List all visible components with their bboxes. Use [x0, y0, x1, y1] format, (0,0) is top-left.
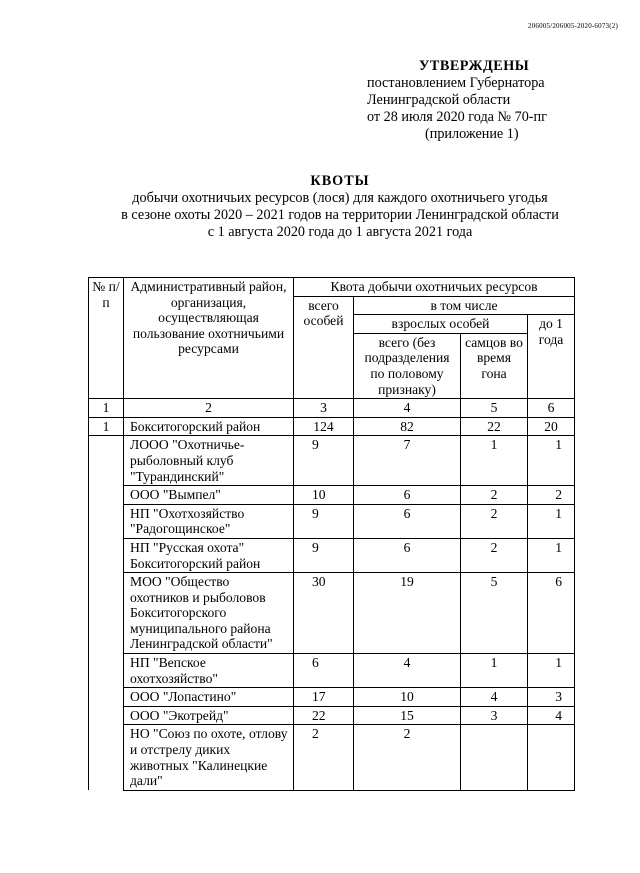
- heading-line-3: с 1 августа 2020 года до 1 августа 2021 года: [207, 224, 473, 240]
- organization-name: НП "Вепское охотхозяйство": [124, 654, 294, 688]
- row-total: 2: [294, 725, 354, 790]
- row-males: 1: [461, 654, 528, 688]
- approval-line-4: (приложение 1): [425, 126, 519, 142]
- document-heading: [60, 173, 620, 241]
- row-total: 10: [294, 486, 354, 505]
- table-row: [89, 504, 575, 538]
- row-males: 2: [461, 504, 528, 538]
- row-num: [89, 504, 124, 538]
- row-num: [89, 538, 124, 572]
- row-adults: 15: [354, 706, 461, 725]
- row-young: 4: [528, 706, 575, 725]
- row-total: 9: [294, 436, 354, 486]
- row-males: 5: [461, 573, 528, 654]
- approval-line-3: от 28 июля 2020 года № 70-пг: [367, 109, 547, 125]
- organization-name: НО "Союз по охоте, отлову и отстрелу диких животных "Калинецкие дали": [124, 725, 294, 790]
- col-number: 6: [528, 399, 575, 418]
- col-number: 1: [89, 399, 124, 418]
- table-row: [89, 538, 575, 572]
- district-young: 20: [528, 417, 575, 436]
- document-id: 206005/206005-2020-6073(2): [528, 22, 618, 30]
- organization-name: МОО "Общество охотников и рыболовов Бокситогорского муниципального района Ленинградской области": [124, 573, 294, 654]
- row-adults: 2: [354, 725, 461, 790]
- district-num: 1: [89, 417, 124, 436]
- organization-name: ООО "Вымпел": [124, 486, 294, 505]
- row-young: 1: [528, 538, 575, 572]
- column-numbers-row: [89, 399, 575, 418]
- row-adults: 6: [354, 538, 461, 572]
- row-total: 9: [294, 504, 354, 538]
- organization-name: ООО "Экотрейд": [124, 706, 294, 725]
- district-row: [89, 417, 575, 436]
- col-number: 2: [124, 399, 294, 418]
- table-row: [89, 706, 575, 725]
- row-adults: 4: [354, 654, 461, 688]
- table-row: [89, 725, 575, 790]
- row-young: 3: [528, 688, 575, 707]
- row-males: [461, 725, 528, 790]
- header-total: всего особей: [294, 296, 354, 399]
- row-males: 1: [461, 436, 528, 486]
- quota-table: [88, 277, 575, 791]
- row-young: 2: [528, 486, 575, 505]
- row-total: 30: [294, 573, 354, 654]
- col-number: 5: [461, 399, 528, 418]
- row-num: [89, 573, 124, 654]
- row-adults: 7: [354, 436, 461, 486]
- row-total: 22: [294, 706, 354, 725]
- col-number: 4: [354, 399, 461, 418]
- organization-name: ЛООО "Охотничье-рыболовный клуб "Турандинский": [124, 436, 294, 486]
- row-num: [89, 486, 124, 505]
- row-males: 4: [461, 688, 528, 707]
- header-row-1: [89, 278, 575, 297]
- header-adults-total: всего (без подразделения по половому признаку): [354, 333, 461, 398]
- table-row: [89, 486, 575, 505]
- row-young: 1: [528, 654, 575, 688]
- district-name: Бокситогорский район: [124, 417, 294, 436]
- header-including: в том числе: [354, 296, 575, 315]
- header-num: № п/п: [89, 278, 124, 399]
- district-total: 124: [294, 417, 354, 436]
- table-row: [89, 654, 575, 688]
- row-males: 3: [461, 706, 528, 725]
- heading-line-2: в сезоне охоты 2020 – 2021 годов на территории Ленинградской области: [121, 207, 559, 223]
- approval-line-2: Ленинградской области: [367, 92, 511, 108]
- row-num: [89, 688, 124, 707]
- organization-name: НП "Русская охота" Бокситогорский район: [124, 538, 294, 572]
- header-quota: Квота добычи охотничьих ресурсов: [294, 278, 575, 297]
- row-num: [89, 725, 124, 790]
- heading-title: КВОТЫ: [310, 173, 370, 189]
- row-total: 9: [294, 538, 354, 572]
- row-males: 2: [461, 486, 528, 505]
- row-young: 6: [528, 573, 575, 654]
- header-males: самцов во время гона: [461, 333, 528, 398]
- row-males: 2: [461, 538, 528, 572]
- row-adults: 19: [354, 573, 461, 654]
- table-row: [89, 573, 575, 654]
- heading-line-1: добычи охотничьих ресурсов (лося) для каждого охотничьего угодья: [132, 190, 548, 206]
- row-young: 1: [528, 504, 575, 538]
- col-number: 3: [294, 399, 354, 418]
- organization-name: НП "Охотхозяйство "Радогощинское": [124, 504, 294, 538]
- row-adults: 10: [354, 688, 461, 707]
- table-row: [89, 688, 575, 707]
- row-total: 6: [294, 654, 354, 688]
- row-num: [89, 436, 124, 486]
- header-district: Административный район, организация, осуществляющая пользование охотничьими ресурсами: [124, 278, 294, 399]
- header-young: до 1 года: [528, 315, 575, 399]
- header-adults: взрослых особей: [354, 315, 528, 334]
- table-row: [89, 436, 575, 486]
- row-adults: 6: [354, 486, 461, 505]
- row-num: [89, 654, 124, 688]
- row-young: [528, 725, 575, 790]
- row-total: 17: [294, 688, 354, 707]
- approval-title: УТВЕРЖДЕНЫ: [419, 58, 530, 74]
- row-adults: 6: [354, 504, 461, 538]
- district-males: 22: [461, 417, 528, 436]
- approval-line-1: постановлением Губернатора: [367, 75, 545, 91]
- district-adults: 82: [354, 417, 461, 436]
- organization-name: ООО "Лопастино": [124, 688, 294, 707]
- approval-block: [367, 58, 627, 143]
- row-young: 1: [528, 436, 575, 486]
- row-num: [89, 706, 124, 725]
